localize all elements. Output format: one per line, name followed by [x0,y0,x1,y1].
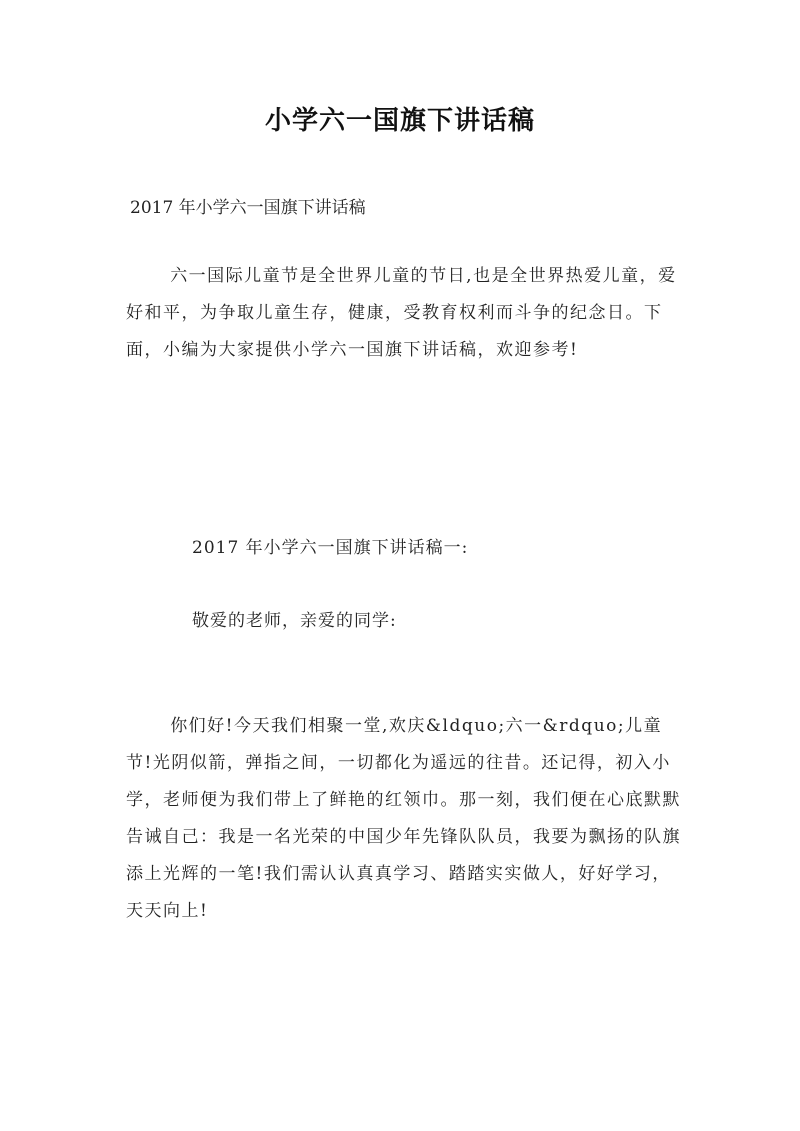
document-subtitle: 2017 年小学六一国旗下讲话稿 [130,198,366,218]
speech-heading: 2017 年小学六一国旗下讲话稿一: [192,538,469,558]
document-title: 小学六一国旗下讲话稿 [264,106,535,136]
intro-paragraph: 六一国际儿童节是全世界儿童的节日,也是全世界热爱儿童，爱好和平，为争取儿童生存，健康，受教育权利而斗争的纪念日。下面，小编为大家提供小学六一国旗下讲话稿，欢迎参考! [126,266,677,360]
greeting-line: 敬爱的老师，亲爱的同学: [192,611,397,631]
speech-paragraph: 你们好!今天我们相聚一堂,欢庆&ldquo;六一&rdquo;儿童节!光阴似箭，弹指之间，一切都化为遥远的往昔。还记得，初入小学，老师便为我们带上了鲜艳的红领巾。那一刻，我们便在心底默默告诫自己：我是一名光荣的中国少年先锋队队员，我要为飘扬的队旗添上光辉的一笔!我们需认认真真学习、踏踏实实做人，好好学习，天天向上! [126,716,681,921]
